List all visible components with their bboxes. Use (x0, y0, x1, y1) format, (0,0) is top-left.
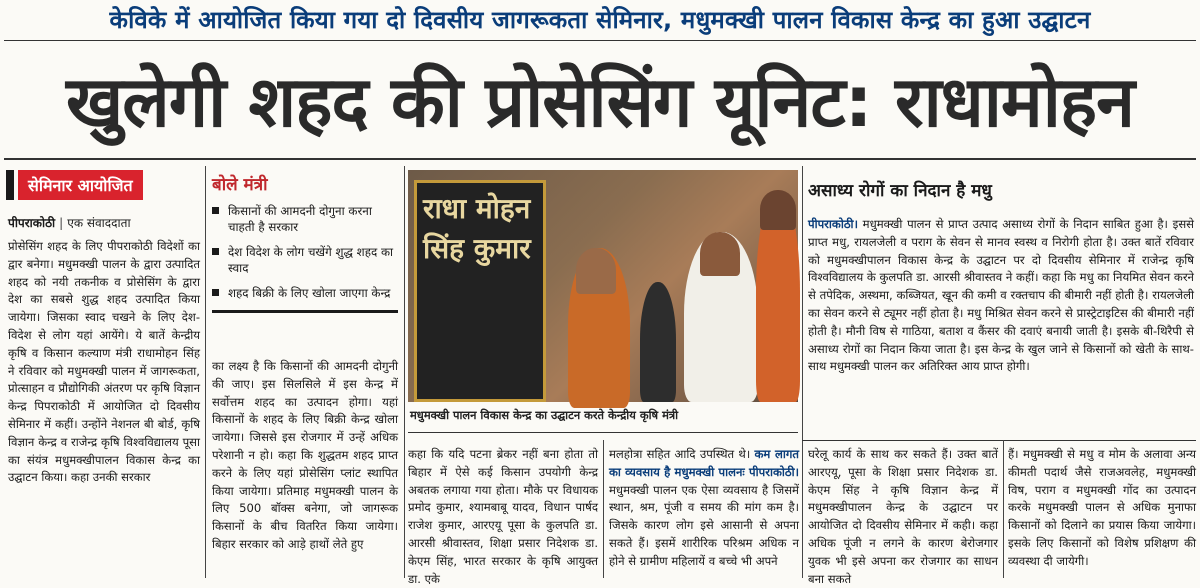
article-column-3: कहा कि यदि पटना ब्रेकर नहीं बना होता तो बिहार में ऐसे कई किसान उपयोगी केन्द्र अबतक लगाया गया होता। मौके पर विधायक प्रमोद कुमार, श्यामबाबू यादव, विधान पार्षद राजेश कुमार, आरएयू पूसा के कुलपति डा. आरसी श्रीवास्तव, शिक्षा प्रसार निदेशक डा. केएम सिंह, भारत सरकार के कृषि आयुक्त डा. एके (408, 447, 598, 586)
highlight-item: शहद बिक्री के लिए खोला जाएगा केन्द्र (212, 285, 398, 301)
box-end-bar (212, 310, 398, 313)
highlight-item: देश विदेश के लोग चखेंगे शुद्ध शहद का स्वाद (212, 244, 398, 276)
bullet-square-icon (212, 248, 219, 255)
column-4-intro: मलहोत्रा सहित आदि उपस्थित थे। (609, 447, 751, 461)
highlight-item: किसानों की आमदनी दोगुना करना चाहती है सरकार (212, 203, 398, 235)
column-divider-2 (404, 166, 405, 578)
column-divider-4 (603, 440, 604, 578)
column-4-text: मधुमक्खी पालन एक ऐसा व्यवसाय है जिसमें स्थान, श्रम, पूंजी व समय की मांग कम है। जिसके कारण लोग इसे आसानी से अपना सकते हैं। इसमें शारीरिक परिश्रम अधिक न होने से ग्रामीण महिलायें व बच्चे भी अपने (609, 482, 799, 568)
column-divider-1 (205, 166, 206, 578)
bullet-square-icon (212, 289, 219, 296)
side-story-title: असाध्य रोगों का निदान है मधु (808, 181, 992, 201)
byline-place: पीपराकोठी (8, 216, 56, 230)
byline-source: एक संवाददाता (67, 216, 131, 230)
article-column-1: प्रोसेसिंग शहद के लिए पीपराकोठी विदेशों का द्वार बनेगा। मधुमक्खी पालन के द्वारा उत्पादित शहद को नयी तकनीक व प्रोसेसिंग के द्वारा देश का सबसे शुद्ध शहद उत्पादित किया जायेगा। जिसका स्वाद चखने के लिए देश-विदेश से लोग यहां आयेंगे। ये बातें केन्द्रीय कृषि व किसान कल्याण मंत्री राधामोहन सिंह ने रविवार को मधुमक्खी पालन में जागरूकता, प्रोत्साहन व प्रौद्योगिकी अंतरण पर कृषि विज्ञान केन्द्र पिपराकोठी में आयोजित दो दिवसीय सेमिनार में कहीं। उन्होंने नेशनल बी बोर्ड, कृषि विज्ञान केन्द्र व राजेन्द्र कृषि विश्वविद्यालय पूसा का संयंत्र मधुमक्खीपालन विकास केन्द्र का उद्घाटन किया। कहा उनकी सरकार (8, 239, 200, 485)
side-story-divider (802, 440, 1196, 441)
bullet-square-icon (212, 207, 219, 214)
strap-headline: केविके में आयोजित किया गया दो दिवसीय जागरूकता सेमिनार, मधुमक्खी पालन विकास केन्द्र का हुआ उद्घाटन (109, 5, 1091, 34)
article-column-6: हैं। मधुमक्खी से मधु व मोम के अलावा अन्य कीमती पदार्थ जैसे राजअवलेह, मधुमक्खी विष, पराग व मधुमक्खी गोंद का उत्पादन करके मधुमक्खी पालन से अधिक मुनाफा किसानों को दिलाने का प्रयास किया जायेगा। इसके लिए किसानों को विशेष प्रशिक्षण की व्यवस्था दी जायेगी। (1008, 447, 1196, 568)
person-head (760, 190, 796, 230)
side-story-body (808, 216, 1194, 438)
person-figure (640, 282, 676, 402)
kicker-label: सेमिनार आयोजित (18, 170, 143, 200)
article-column-2: का लक्ष्य है कि किसानों की आमदनी दोगुनी की जाए। इस सिलसिले में इस केन्द्र में सर्वोत्तम शहद का उत्पादन होगा। यहां किसानों के शहद के लिए बिक्री केन्द्र खोला जायेगा। जिससे इस रोजगार में उन्हें अधिक परेशानी न हो। कहा कि शुद्धतम शहद प्राप्त करने के लिए यहां प्रोसेसिंग प्लांट स्थापित किया जायेगा। प्रतिमाह मधुमक्खी पालन के लिए 500 बॉक्स बनेगा, जो जागरूक किसानों के बीच वितरित किया जायेगा। बिहार सरकार को आड़े हाथों लेते हुए (212, 359, 398, 551)
side-story-dateline: पीपराकोठी। (808, 217, 858, 231)
article-column-4 (609, 446, 799, 578)
minister-highlights-list (212, 203, 398, 301)
kicker-bar (6, 170, 14, 200)
byline (8, 214, 131, 231)
person-head (576, 248, 616, 294)
column-divider-3 (802, 166, 803, 578)
caption-divider (408, 432, 798, 433)
minister-highlights-title: बोले मंत्री (212, 175, 268, 195)
article-column-5: घरेलू कार्य के साथ कर सकते हैं। उक्त बातें आरएयू, पूसा के शिक्षा प्रसार निदेशक डा. केएम सिंह ने कृषि विज्ञान केन्द्र में मधुमक्खीपालन केन्द्र के उद्घाटन पर आयोजित दो दिवसीय सेमिनार में कही। कहा अधिक पूंजी न लगने के कारण बेरोजगार युवक भी इसे अपना कर रोजगार का साधन बना सकते (808, 447, 998, 586)
photo-caption: मधुमक्खी पालन विकास केन्द्र का उद्घाटन करते केन्द्रीय कृषि मंत्री (410, 408, 679, 422)
seminar-kicker (6, 170, 196, 200)
person-head (700, 232, 740, 276)
byline-separator: | (59, 216, 64, 230)
main-headline: खुलेगी शहद की प्रोसेसिंग यूनिट: राधामोहन (66, 61, 1134, 143)
inauguration-photo (408, 170, 798, 402)
strap-divider (4, 40, 1196, 41)
column-divider-5 (1003, 440, 1004, 578)
column-4-subhead: कम लागत का व्यवसाय है मधुमक्खी पालनः पीपराकोठी। (609, 447, 800, 479)
inauguration-plaque: राधा मोहन सिंह कुमार (414, 180, 546, 402)
minister-highlights-box (212, 172, 398, 313)
side-story-text: मधुमक्खी पालन से प्राप्त उत्पाद असाध्य रोगों के निदान साबित हुआ है। इससे प्राप्त मधु, रायलजेली व पराग के सेवन से मानव स्वस्थ व निरोगी होता है। उक्त बातें रविवार को मधुमक्खीपालन विकास केन्द्र के उद्घाटन पर दो दिवसीय सेमिनार में राजेन्द्र कृषि विश्वविद्यालय के कुलपति डा. आरसी श्रीवास्तव ने कहीं। कहा कि मधु का नियमित सेवन करने से तपेदिक, अस्थमा, कब्जियत, खून की कमी व रक्तचाप की बीमारी नहीं होती है। रायलजेली का सेवन करने से ट्यूमर नहीं होता है। मधु मिश्रित सेवन करने से प्रास्ट्रेटाइटिस की बीमारी नहीं होती है। मौनी विष से गाठिया, बताश व कैंसर की दवाएं बनायी जाती है। इसके बी-थिरैपी से असाध्य रोगों का निदान किया जाता है। इस केन्द्र के खुल जाने से किसानों को खेती के साथ-साथ मधुमक्खी पालन कर अतिरिक्त आय प्राप्त होगी। (808, 217, 1194, 374)
headline-divider (4, 158, 1196, 160)
